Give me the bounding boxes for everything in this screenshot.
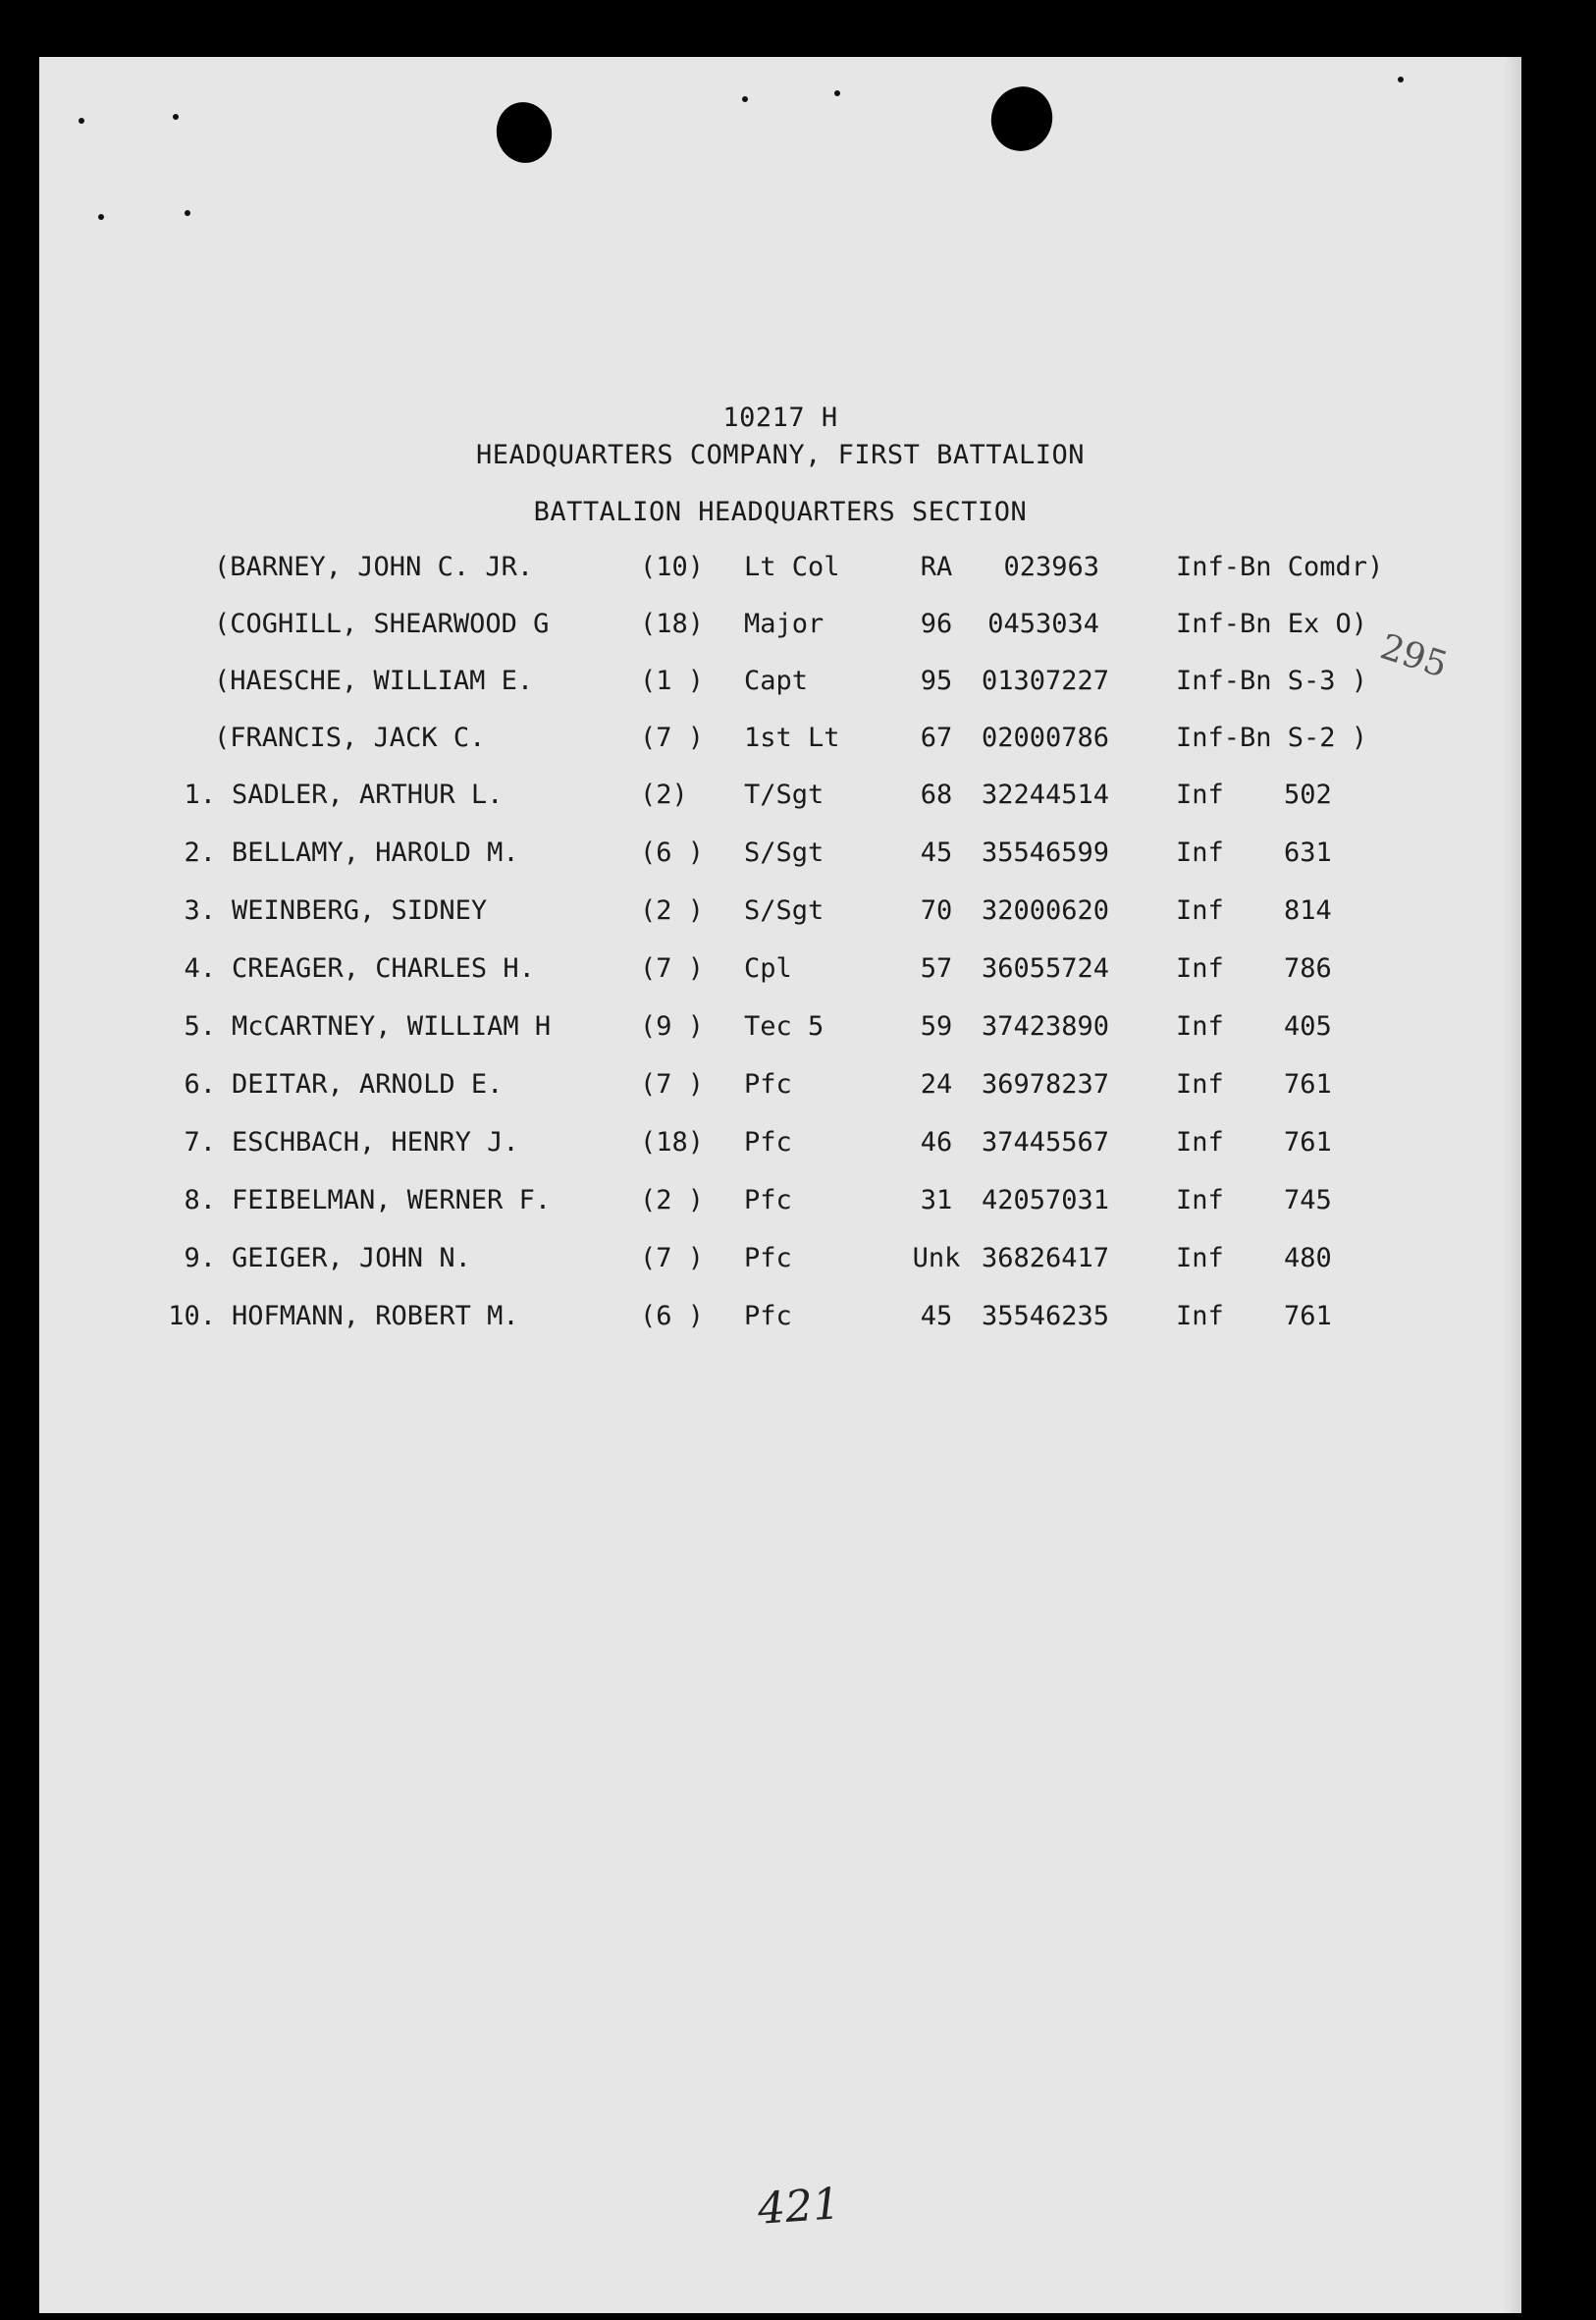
- soldier-tag: Unk: [912, 1243, 961, 1273]
- officer-assignment: Inf-Bn S-3 ): [1176, 666, 1368, 696]
- row-number: 5.: [184, 1011, 216, 1042]
- soldier-mos: 480: [1284, 1243, 1332, 1273]
- soldier-mos: 631: [1284, 837, 1332, 868]
- soldier-code: (7 ): [640, 1069, 705, 1100]
- officer-serial: 01307227: [982, 666, 1110, 696]
- soldier-tag: 68: [920, 780, 953, 810]
- punch-hole-right: [983, 79, 1060, 159]
- officer-name: (HAESCHE, WILLIAM E.: [214, 666, 534, 696]
- soldier-branch: Inf: [1176, 953, 1224, 984]
- officer-rank: Major: [744, 609, 825, 639]
- soldier-tag: 24: [920, 1069, 953, 1100]
- officer-serial: 023963: [1003, 552, 1099, 582]
- officer-rank: Lt Col: [744, 552, 840, 582]
- soldier-name: FEIBELMAN, WERNER F.: [232, 1185, 552, 1215]
- officer-assignment: Inf-Bn Ex O): [1176, 609, 1368, 639]
- officer-name: (COGHILL, SHEARWOOD G: [214, 609, 550, 639]
- soldier-branch: Inf: [1176, 837, 1224, 868]
- soldier-rank: S/Sgt: [744, 837, 825, 868]
- soldier-rank: Pfc: [744, 1185, 792, 1215]
- officer-name: (FRANCIS, JACK C.: [214, 723, 486, 753]
- soldier-code: (6 ): [640, 837, 705, 868]
- soldier-code: (18): [640, 1127, 705, 1158]
- row-number: 9.: [184, 1243, 216, 1273]
- soldier-mos: 745: [1284, 1185, 1332, 1215]
- officer-serial: 0453034: [987, 609, 1099, 639]
- soldier-code: (2): [640, 780, 688, 810]
- page-number: 421: [756, 2179, 842, 2235]
- speck: [79, 118, 84, 124]
- officer-assignment: Inf-Bn Comdr): [1176, 552, 1384, 582]
- soldier-branch: Inf: [1176, 1069, 1224, 1100]
- soldier-serial: 36055724: [982, 953, 1110, 984]
- soldier-name: WEINBERG, SIDNEY: [232, 895, 488, 926]
- soldier-serial: 32244514: [982, 780, 1110, 810]
- officer-code: (7 ): [640, 723, 705, 753]
- soldier-code: (9 ): [640, 1011, 705, 1042]
- soldier-rank: Cpl: [744, 953, 792, 984]
- stamp-number: 295: [1375, 626, 1453, 686]
- speck: [834, 90, 840, 96]
- document-page: [39, 57, 1521, 2313]
- soldier-code: (2 ): [640, 1185, 705, 1215]
- soldier-branch: Inf: [1176, 1127, 1224, 1158]
- speck: [98, 214, 104, 220]
- soldier-serial: 35546599: [982, 837, 1110, 868]
- soldier-serial: 36826417: [982, 1243, 1110, 1273]
- officer-assignment: Inf-Bn S-2 ): [1176, 723, 1368, 753]
- soldier-branch: Inf: [1176, 780, 1224, 810]
- soldier-mos: 761: [1284, 1301, 1332, 1331]
- row-number: 3.: [184, 895, 216, 926]
- page-edge: [1504, 57, 1521, 2313]
- officer-rank: Capt: [744, 666, 809, 696]
- soldier-tag: 45: [920, 837, 953, 868]
- soldier-rank: Pfc: [744, 1301, 792, 1331]
- soldier-tag: 57: [920, 953, 953, 984]
- soldier-rank: T/Sgt: [744, 780, 825, 810]
- soldier-rank: Pfc: [744, 1127, 792, 1158]
- soldier-name: CREAGER, CHARLES H.: [232, 953, 535, 984]
- soldier-branch: Inf: [1176, 1185, 1224, 1215]
- row-number: 4.: [184, 953, 216, 984]
- row-number: 7.: [184, 1127, 216, 1158]
- speck: [185, 210, 190, 216]
- soldier-serial: 32000620: [982, 895, 1110, 926]
- soldier-mos: 405: [1284, 1011, 1332, 1042]
- soldier-tag: 59: [920, 1011, 953, 1042]
- officer-code: (18): [640, 609, 705, 639]
- soldier-tag: 31: [920, 1185, 953, 1215]
- soldier-name: GEIGER, JOHN N.: [232, 1243, 471, 1273]
- soldier-name: SADLER, ARTHUR L.: [232, 780, 504, 810]
- soldier-mos: 502: [1284, 780, 1332, 810]
- soldier-name: ESCHBACH, HENRY J.: [232, 1127, 519, 1158]
- soldier-rank: Pfc: [744, 1243, 792, 1273]
- soldier-code: (7 ): [640, 953, 705, 984]
- soldier-tag: 46: [920, 1127, 953, 1158]
- row-number: 1.: [184, 780, 216, 810]
- officer-tag: RA: [920, 552, 953, 582]
- section-title: BATTALION HEADQUARTERS SECTION: [533, 497, 1028, 527]
- officer-rank: 1st Lt: [744, 723, 840, 753]
- officer-tag: 95: [920, 666, 953, 696]
- officer-tag: 67: [920, 723, 953, 753]
- soldier-serial: 37445567: [982, 1127, 1110, 1158]
- speck: [742, 96, 748, 102]
- soldier-rank: Pfc: [744, 1069, 792, 1100]
- unit-title: HEADQUARTERS COMPANY, FIRST BATTALION: [476, 440, 1085, 470]
- soldier-tag: 70: [920, 895, 953, 926]
- officer-tag: 96: [920, 609, 953, 639]
- officer-code: (10): [640, 552, 705, 582]
- soldier-code: (2 ): [640, 895, 705, 926]
- soldier-code: (7 ): [640, 1243, 705, 1273]
- soldier-serial: 42057031: [982, 1185, 1110, 1215]
- row-number: 2.: [184, 837, 216, 868]
- soldier-branch: Inf: [1176, 895, 1224, 926]
- soldier-serial: 37423890: [982, 1011, 1110, 1042]
- soldier-branch: Inf: [1176, 1301, 1224, 1331]
- soldier-name: BELLAMY, HAROLD M.: [232, 837, 519, 868]
- soldier-code: (6 ): [640, 1301, 705, 1331]
- soldier-serial: 36978237: [982, 1069, 1110, 1100]
- soldier-tag: 45: [920, 1301, 953, 1331]
- officer-serial: 02000786: [982, 723, 1110, 753]
- speck: [1398, 77, 1404, 82]
- soldier-serial: 35546235: [982, 1301, 1110, 1331]
- speck: [173, 114, 179, 120]
- officer-code: (1 ): [640, 666, 705, 696]
- soldier-branch: Inf: [1176, 1243, 1224, 1273]
- soldier-name: HOFMANN, ROBERT M.: [232, 1301, 519, 1331]
- soldier-rank: Tec 5: [744, 1011, 825, 1042]
- punch-hole-left: [491, 97, 558, 168]
- file-number: 10217 H: [722, 403, 838, 433]
- soldier-mos: 786: [1284, 953, 1332, 984]
- soldier-mos: 761: [1284, 1069, 1332, 1100]
- soldier-rank: S/Sgt: [744, 895, 825, 926]
- soldier-name: DEITAR, ARNOLD E.: [232, 1069, 504, 1100]
- soldier-mos: 814: [1284, 895, 1332, 926]
- row-number: 6.: [184, 1069, 216, 1100]
- soldier-mos: 761: [1284, 1127, 1332, 1158]
- soldier-branch: Inf: [1176, 1011, 1224, 1042]
- officer-name: (BARNEY, JOHN C. JR.: [214, 552, 534, 582]
- row-number: 10.: [168, 1301, 216, 1331]
- soldier-name: McCARTNEY, WILLIAM H: [232, 1011, 552, 1042]
- row-number: 8.: [184, 1185, 216, 1215]
